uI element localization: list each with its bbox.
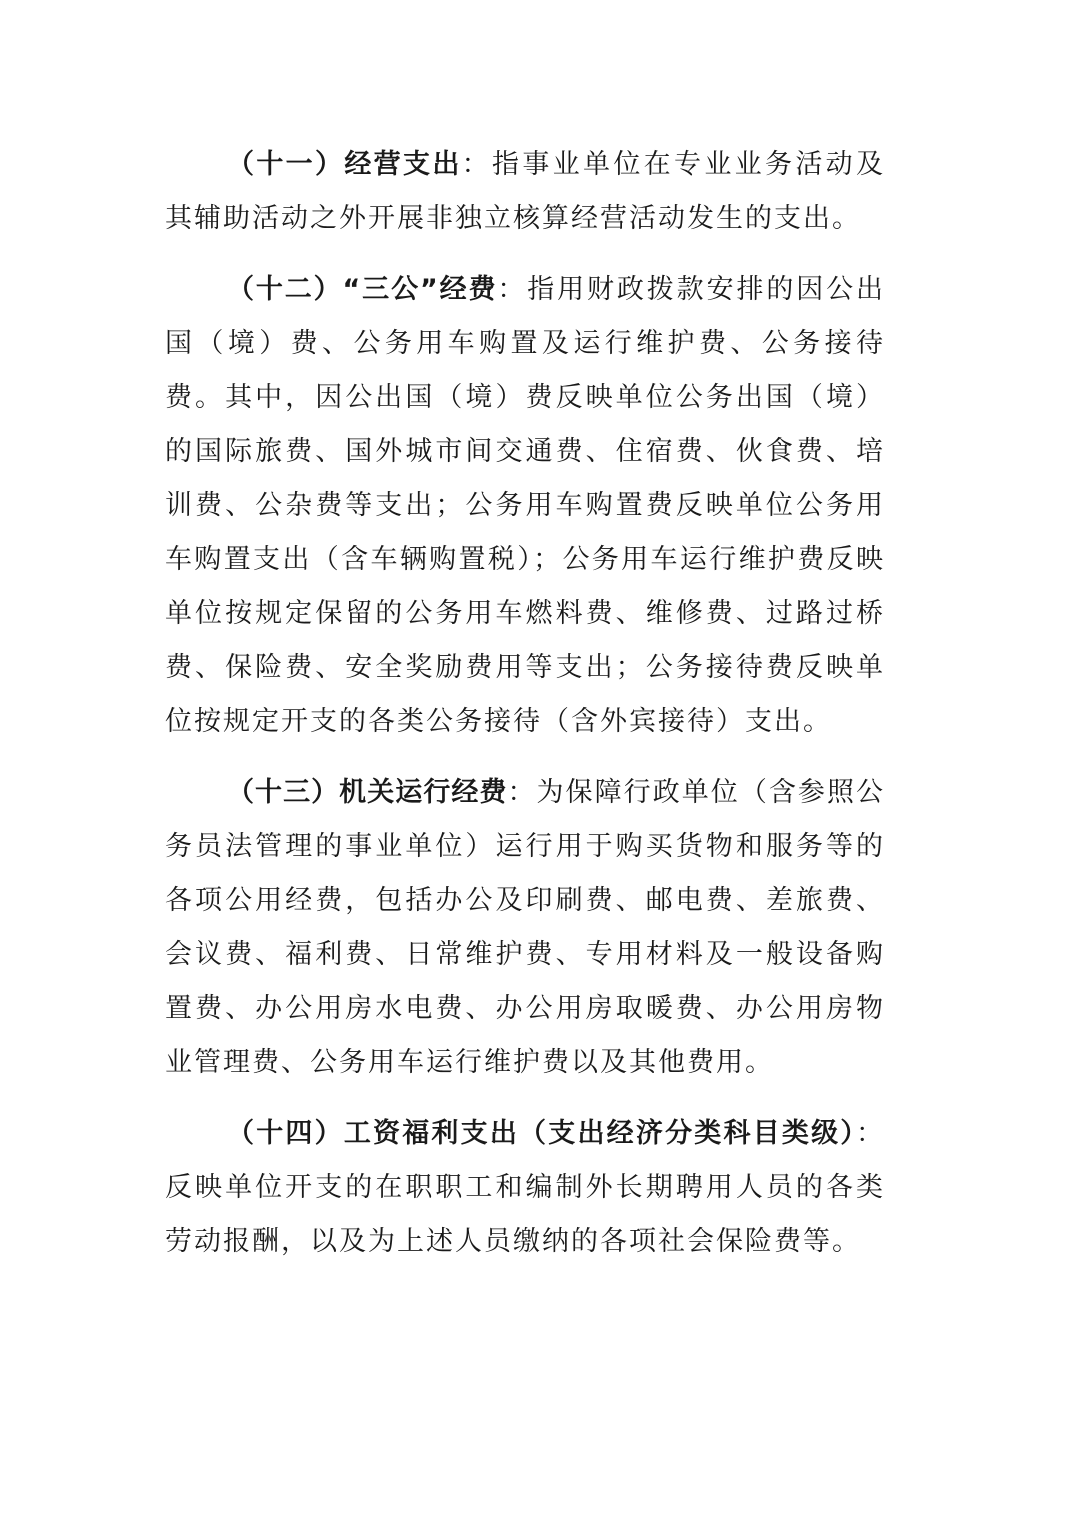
document-page [165,138,885,1286]
paragraph-body: ：指用财政拨款安排的因公出国（境）费、公务用车购置及运行维护费、公务接待费。其中，因公出国（境）费反映单位公务出国（境）的国际旅费、国外城市间交通费、住宿费、伙食费、培训费、公杂费等支出；公务用车购置费反映单位公务用车购置支出（含车辆购置税）；公务用车运行维护费反映单位按规定保留的公务用车燃料费、维修费、过路过桥费、保险费、安全奖励费用等支出；公务接待费反映单位按规定开支的各类公务接待（含外宾接待）支出。 [165,274,885,737]
term-heading: （十三）机关运行经费 [227,777,508,808]
term-heading: （十四）工资福利支出（支出经济分类科目类级） [227,1118,856,1149]
paragraph-wage-welfare-expenditure [165,1107,885,1269]
paragraph-body: ：为保障行政单位（含参照公务员法管理的事业单位）运行用于购买货物和服务等的各项公用经费，包括办公及印刷费、邮电费、差旅费、会议费、福利费、日常维护费、专用材料及一般设备购置费、办公用房水电费、办公用房取暖费、办公用房物业管理费、公务用车运行维护费以及其他费用。 [165,777,886,1078]
paragraph-body: ：指事业单位在专业业务活动及其辅助活动之外开展非独立核算经营活动发生的支出。 [165,149,886,234]
term-heading: （十二）“三公”经费 [227,274,498,305]
paragraph-body: ：反映单位开支的在职职工和编制外长期聘用人员的各类劳动报酬，以及为上述人员缴纳的各项社会保险费等。 [165,1118,885,1257]
paragraph-operating-expenditure [165,138,885,246]
term-heading: （十一）经营支出 [227,149,462,180]
paragraph-agency-operating-expenses [165,766,885,1090]
paragraph-three-public-expenses [165,263,885,749]
